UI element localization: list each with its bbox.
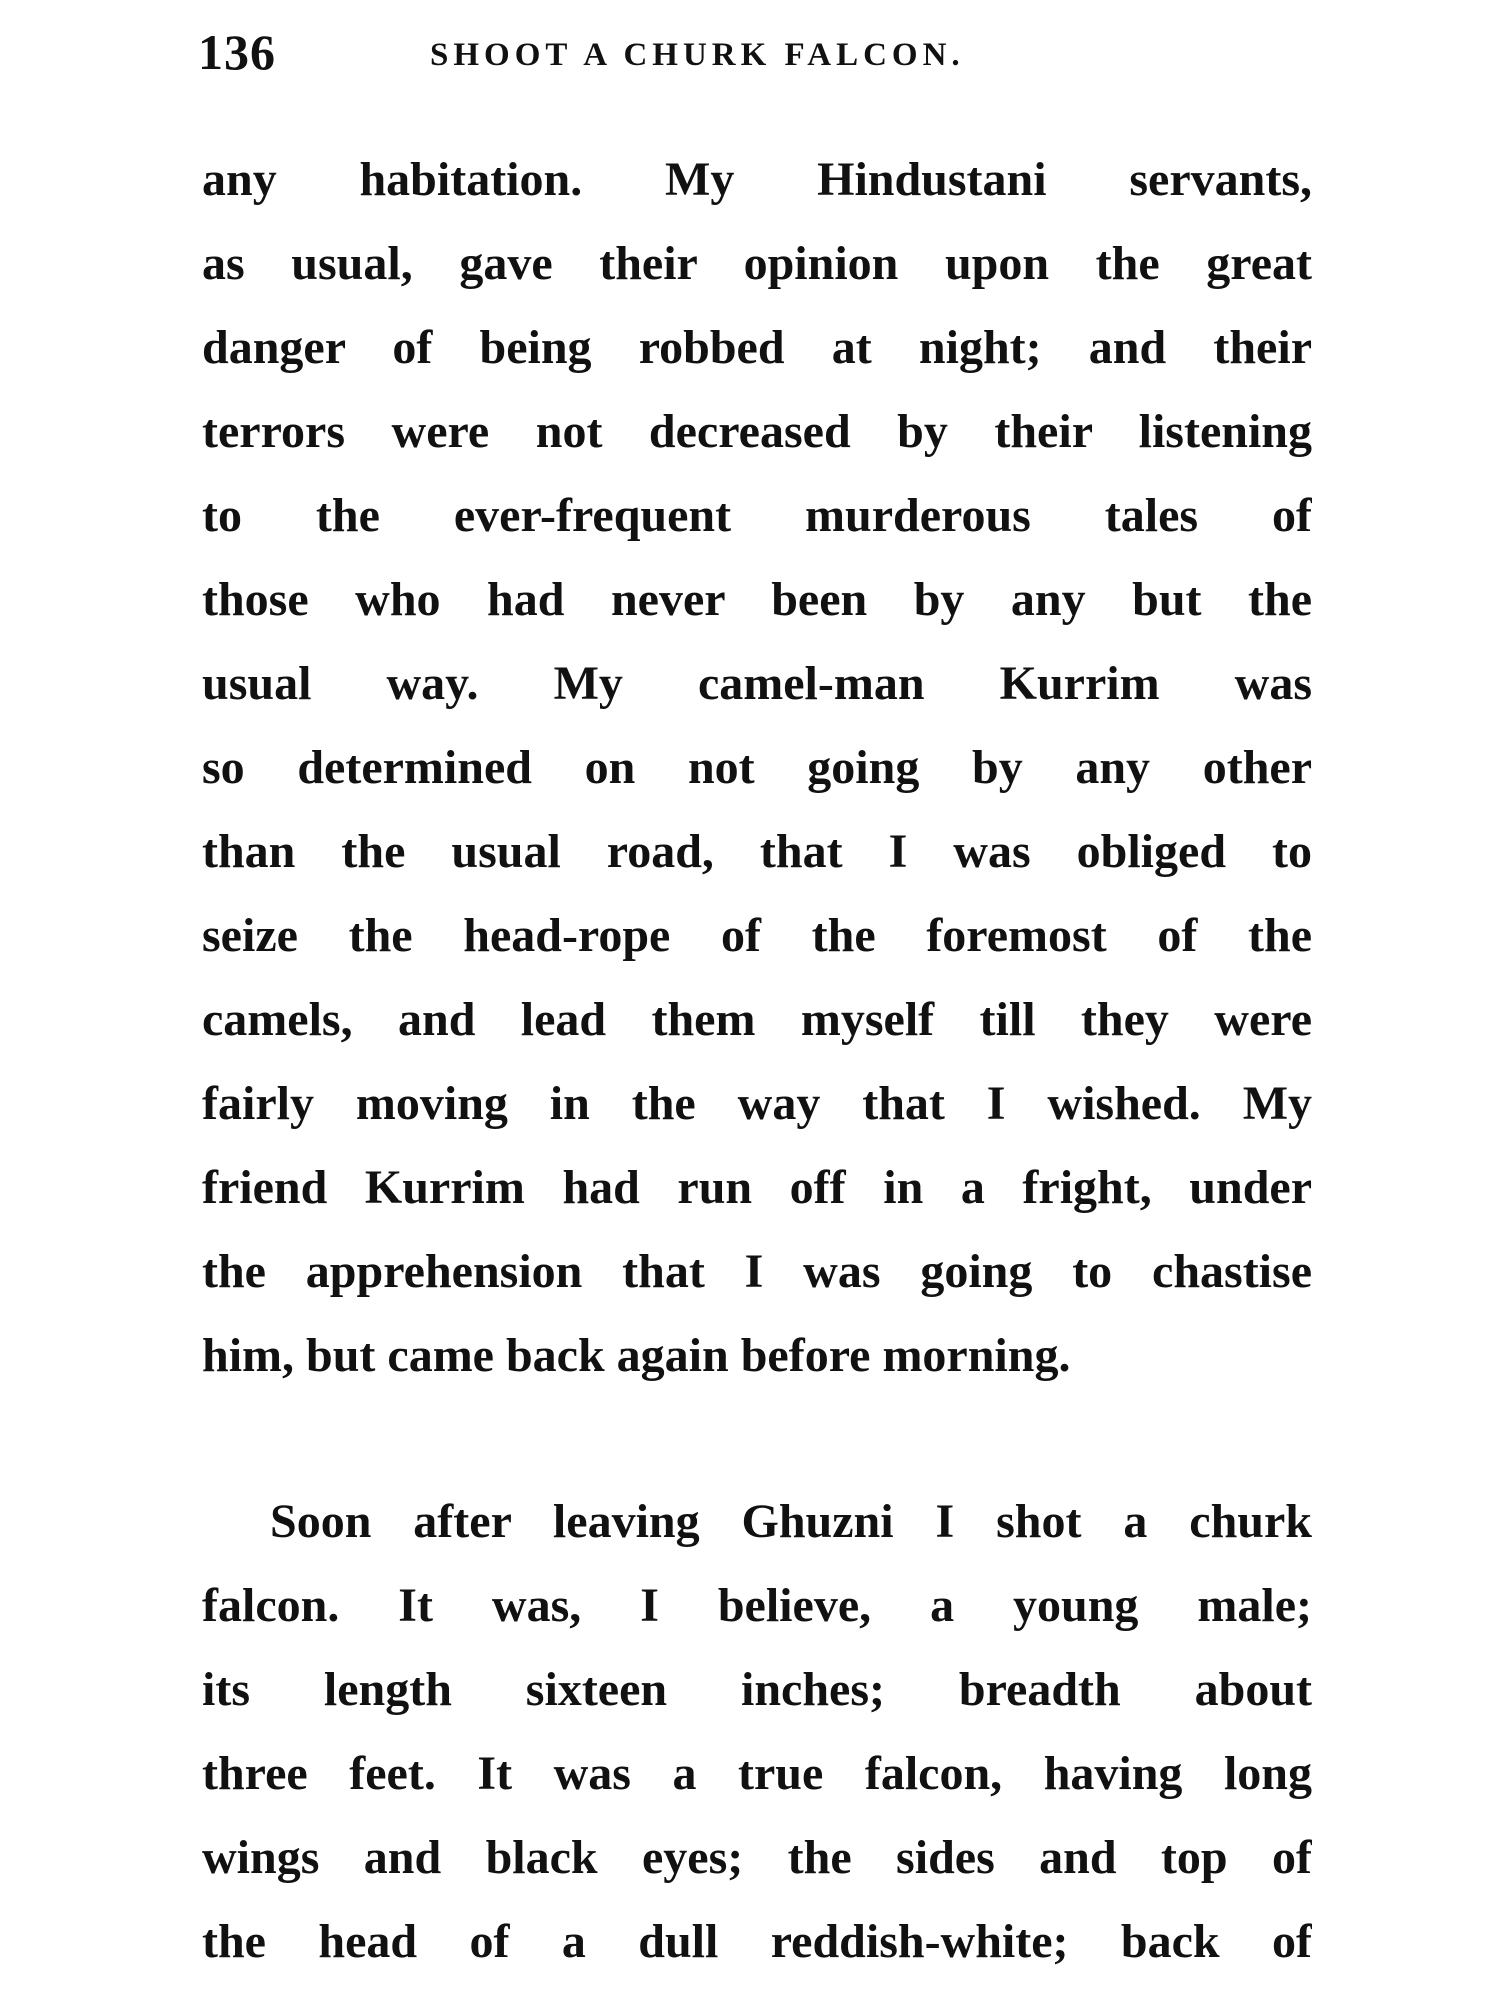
paragraph-2 [202, 1480, 1312, 1984]
page-header [198, 22, 1338, 82]
page-number: 136 [198, 24, 276, 80]
running-title: SHOOT A CHURK FALCON. [430, 37, 965, 73]
text-line: wings and black eyes; the sides and top of [202, 1831, 1312, 1884]
text-line: any habitation. My Hindustani servants, [202, 153, 1312, 206]
text-line: usual way. My camel-man Kurrim was [202, 657, 1312, 710]
text-line: camels, and lead them myself till they were [202, 993, 1312, 1046]
text-line: terrors were not decreased by their listening [202, 405, 1312, 458]
text-line: three feet. It was a true falcon, having long [202, 1747, 1312, 1800]
text-line: as usual, gave their opinion upon the great [202, 237, 1312, 290]
paragraph-1 [202, 138, 1312, 1398]
text-line: seize the head-rope of the foremost of the [202, 909, 1312, 962]
text-line: the head of a dull reddish-white; back of [202, 1915, 1312, 1968]
text-line: the apprehension that I was going to chastise [202, 1245, 1312, 1298]
text-line: so determined on not going by any other [202, 741, 1312, 794]
text-line: danger of being robbed at night; and their [202, 321, 1312, 374]
text-line: to the ever-frequent murderous tales of [202, 489, 1312, 542]
text-line: friend Kurrim had run off in a fright, under [202, 1161, 1312, 1214]
text-line: him, but came back again before morning. [202, 1329, 1071, 1382]
text-line: than the usual road, that I was obliged to [202, 825, 1312, 878]
text-line: its length sixteen inches; breadth about [202, 1663, 1312, 1716]
text-line: those who had never been by any but the [202, 573, 1312, 626]
text-line: falcon. It was, I believe, a young male; [202, 1579, 1312, 1632]
text-line: Soon after leaving Ghuzni I shot a churk [270, 1495, 1312, 1548]
text-line: fairly moving in the way that I wished. My [202, 1077, 1312, 1130]
